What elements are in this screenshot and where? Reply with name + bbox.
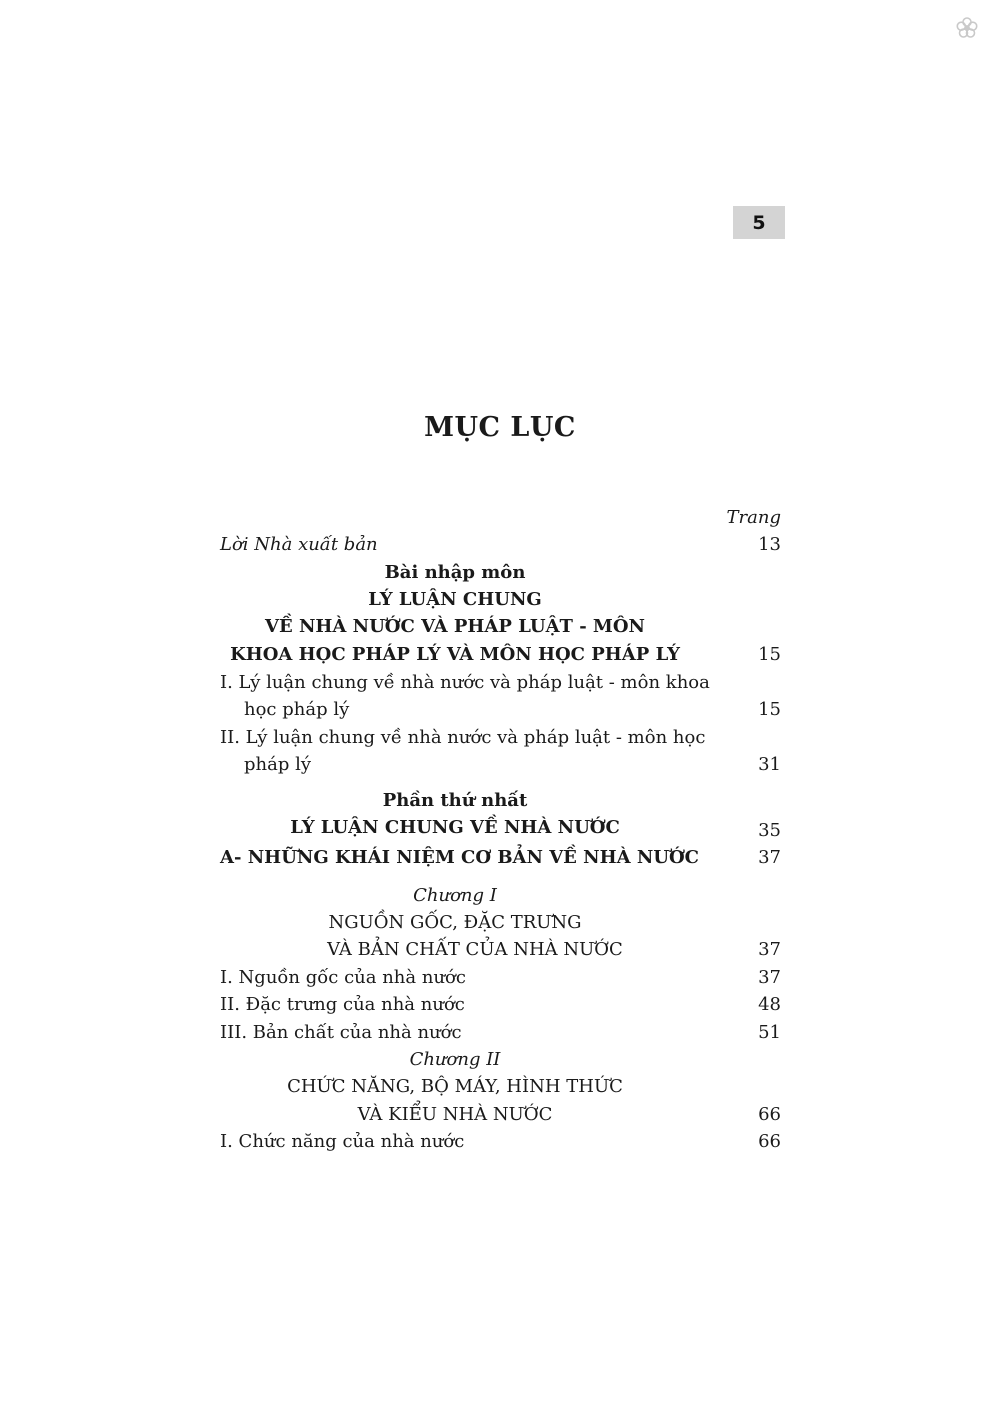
toc-section-title-line: KHOA HỌC PHÁP LÝ VÀ MÔN HỌC PHÁP LÝ bbox=[230, 644, 680, 665]
toc-chapter-title-line: VÀ BẢN CHẤT CỦA NHÀ NƯỚC bbox=[327, 939, 623, 960]
toc-page-number: 66 bbox=[758, 1131, 781, 1152]
toc-entry: I. Chức năng của nhà nước bbox=[220, 1131, 465, 1152]
toc-page-number: 48 bbox=[758, 994, 781, 1015]
toc-page-number: 15 bbox=[758, 699, 781, 720]
toc-entry: I. Nguồn gốc của nhà nước bbox=[220, 967, 466, 988]
toc-chapter-title-line: NGUỒN GỐC, ĐẶC TRƯNG bbox=[328, 912, 582, 933]
toc-chapter-title-line: CHỨC NĂNG, BỘ MÁY, HÌNH THỨC bbox=[287, 1076, 623, 1097]
toc-page-number: 15 bbox=[758, 644, 781, 665]
flower-logo-icon bbox=[955, 16, 979, 40]
toc-entry: III. Bản chất của nhà nước bbox=[220, 1022, 462, 1043]
toc-section-title-line: VỀ NHÀ NƯỚC VÀ PHÁP LUẬT - MÔN bbox=[265, 616, 645, 637]
toc-entry: II. Lý luận chung về nhà nước và pháp luật - môn học bbox=[220, 727, 706, 748]
toc-page-number: 13 bbox=[758, 534, 781, 555]
toc-page-number: 37 bbox=[758, 967, 781, 988]
page-number-badge: 5 bbox=[733, 206, 785, 239]
toc-chapter-title-line: VÀ KIỂU NHÀ NƯỚC bbox=[357, 1104, 553, 1125]
toc-page-number: 37 bbox=[758, 939, 781, 960]
toc-part-title: LÝ LUẬN CHUNG VỀ NHÀ NƯỚC bbox=[290, 817, 620, 838]
toc-page-number: 35 bbox=[758, 820, 781, 841]
toc-page-number: 51 bbox=[758, 1022, 781, 1043]
page-column-label: Trang bbox=[726, 507, 781, 528]
page-title: MỤC LỤC bbox=[424, 412, 576, 443]
toc-section-a: A- NHỮNG KHÁI NIỆM CƠ BẢN VỀ NHÀ NƯỚC bbox=[220, 847, 700, 868]
toc-section-label: Bài nhập môn bbox=[384, 562, 526, 583]
toc-entry-loi-nxb: Lời Nhà xuất bản bbox=[220, 534, 378, 555]
toc-entry: II. Đặc trưng của nhà nước bbox=[220, 994, 465, 1015]
toc-page-number: 37 bbox=[758, 847, 781, 868]
toc-page-number: 66 bbox=[758, 1104, 781, 1125]
toc-page-number: 31 bbox=[758, 754, 781, 775]
toc-entry: I. Lý luận chung về nhà nước và pháp luật - môn khoa bbox=[220, 672, 710, 693]
toc-section-title-line: LÝ LUẬN CHUNG bbox=[368, 589, 542, 610]
toc-chapter-label: Chương I bbox=[413, 885, 497, 906]
toc-part-label: Phần thứ nhất bbox=[382, 790, 528, 811]
toc-entry-continuation: học pháp lý bbox=[244, 699, 350, 720]
toc-entry-continuation: pháp lý bbox=[244, 754, 312, 775]
toc-chapter-label: Chương II bbox=[409, 1049, 501, 1070]
